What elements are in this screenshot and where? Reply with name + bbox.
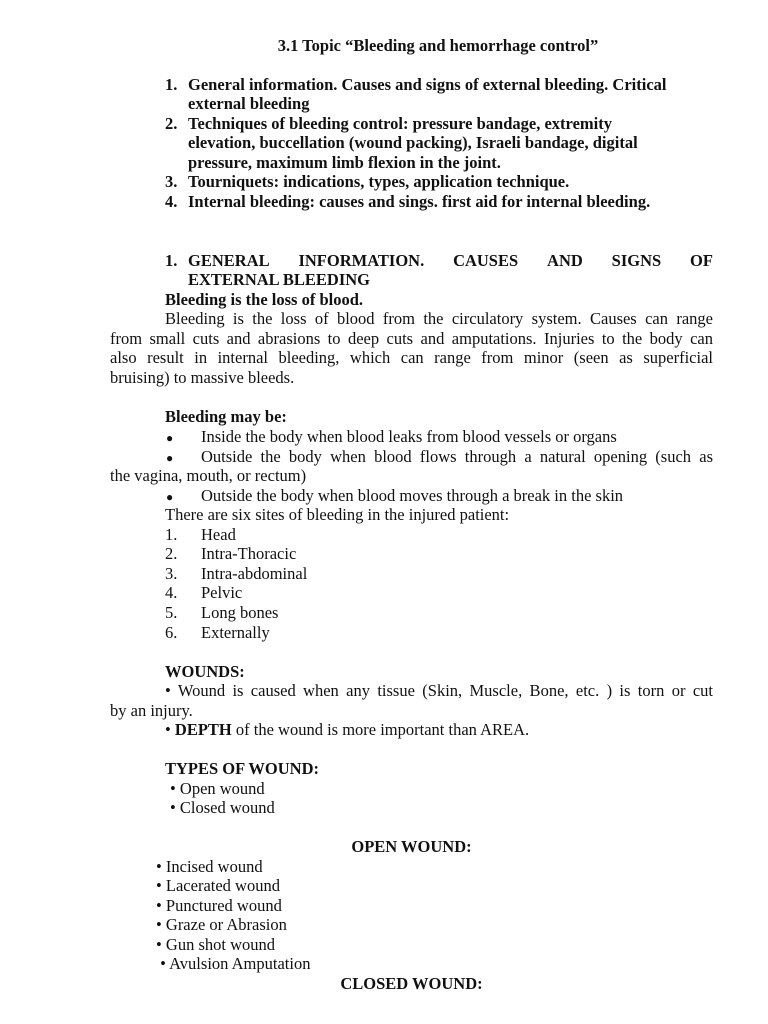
types-heading: TYPES OF WOUND:: [165, 759, 320, 778]
paragraph-line: bruising) to massive bleeds.: [110, 368, 295, 387]
sites-intro: There are six sites of bleeding in the injured patient:: [165, 505, 510, 524]
bullet-icon: ●: [166, 431, 174, 445]
toc-item-text: external bleeding: [188, 94, 310, 113]
list-number: 5.: [165, 603, 178, 622]
heading-word: GENERAL: [188, 251, 270, 270]
list-number: 3.: [165, 564, 178, 583]
depth-note: [165, 720, 529, 739]
toc-item-text: General information. Causes and signs of external bleeding. Critical: [188, 75, 667, 94]
toc-item-text: pressure, maximum limb flexion in the joint.: [188, 153, 501, 172]
paragraph-line: also result in internal bleeding, which can range from minor (seen as superficial: [110, 348, 713, 367]
closed-wound-heading: CLOSED WOUND:: [340, 974, 483, 993]
open-wound-item: • Graze or Abrasion: [156, 915, 287, 934]
paragraph-line: Bleeding is the loss of blood from the circulatory system. Causes can range: [165, 309, 713, 328]
toc-item-text: Internal bleeding: causes and sings. first aid for internal bleeding.: [188, 192, 651, 211]
list-item: Head: [201, 525, 236, 544]
list-item: Long bones: [201, 603, 279, 622]
types-item: • Closed wound: [170, 798, 275, 817]
paragraph-line: from small cuts and abrasions to deep cuts and amputations. Injuries to the body can: [110, 329, 713, 348]
toc-number: 4.: [165, 192, 178, 211]
open-wound-item: • Avulsion Amputation: [156, 954, 311, 973]
toc-number: 2.: [165, 114, 178, 133]
heading-word: CAUSES: [453, 251, 519, 270]
heading-word: OF: [690, 251, 713, 270]
section-subheading: Bleeding is the loss of blood.: [165, 290, 364, 309]
page-title: 3.1 Topic “Bleeding and hemorrhage control”: [277, 36, 599, 55]
heading-word: SIGNS: [611, 251, 662, 270]
list-number: 2.: [165, 544, 178, 563]
depth-bold: DEPTH: [174, 720, 232, 739]
list-number: 4.: [165, 583, 178, 602]
toc-item-text: Tourniquets: indications, types, application technique.: [188, 172, 570, 191]
open-wound-item: • Gun shot wound: [156, 935, 275, 954]
bullet-icon: ●: [166, 490, 174, 504]
depth-rest: of the wound is more important than AREA.: [231, 720, 530, 739]
list-item: Intra-Thoracic: [201, 544, 297, 563]
toc-item-text: elevation, buccellation (wound packing), Israeli bandage, digital: [188, 133, 638, 152]
depth-prefix: •: [165, 720, 175, 739]
open-wound-item: • Lacerated wound: [156, 876, 280, 895]
open-wound-item: • Incised wound: [156, 857, 263, 876]
list-heading: Bleeding may be:: [165, 407, 287, 426]
section-heading: [188, 251, 713, 270]
wounds-text: • Wound is caused when any tissue (Skin, Muscle, Bone, etc. ) is torn or cut: [165, 681, 713, 700]
bullet-icon: ●: [166, 451, 174, 465]
section-number: 1.: [165, 251, 178, 270]
heading-word: INFORMATION.: [298, 251, 425, 270]
open-wound-heading: OPEN WOUND:: [351, 837, 472, 856]
bullet-text: Outside the body when blood flows through a natural opening (such as: [201, 447, 713, 466]
toc-number: 3.: [165, 172, 178, 191]
toc-number: 1.: [165, 75, 178, 94]
toc-item-text: Techniques of bleeding control: pressure bandage, extremity: [188, 114, 612, 133]
list-item: Pelvic: [201, 583, 243, 602]
list-item: Intra-abdominal: [201, 564, 308, 583]
bullet-text: the vagina, mouth, or rectum): [110, 466, 307, 485]
section-heading-line2: EXTERNAL BLEEDING: [188, 270, 371, 289]
heading-word: AND: [547, 251, 583, 270]
bullet-text: Outside the body when blood moves through a break in the skin: [201, 486, 624, 505]
bullet-text: Inside the body when blood leaks from blood vessels or organs: [201, 427, 617, 446]
list-number: 1.: [165, 525, 178, 544]
types-item: • Open wound: [170, 779, 265, 798]
open-wound-item: • Punctured wound: [156, 896, 282, 915]
wounds-text: by an injury.: [110, 701, 193, 720]
list-number: 6.: [165, 623, 178, 642]
wounds-heading: WOUNDS:: [165, 662, 245, 681]
list-item: Externally: [201, 623, 270, 642]
